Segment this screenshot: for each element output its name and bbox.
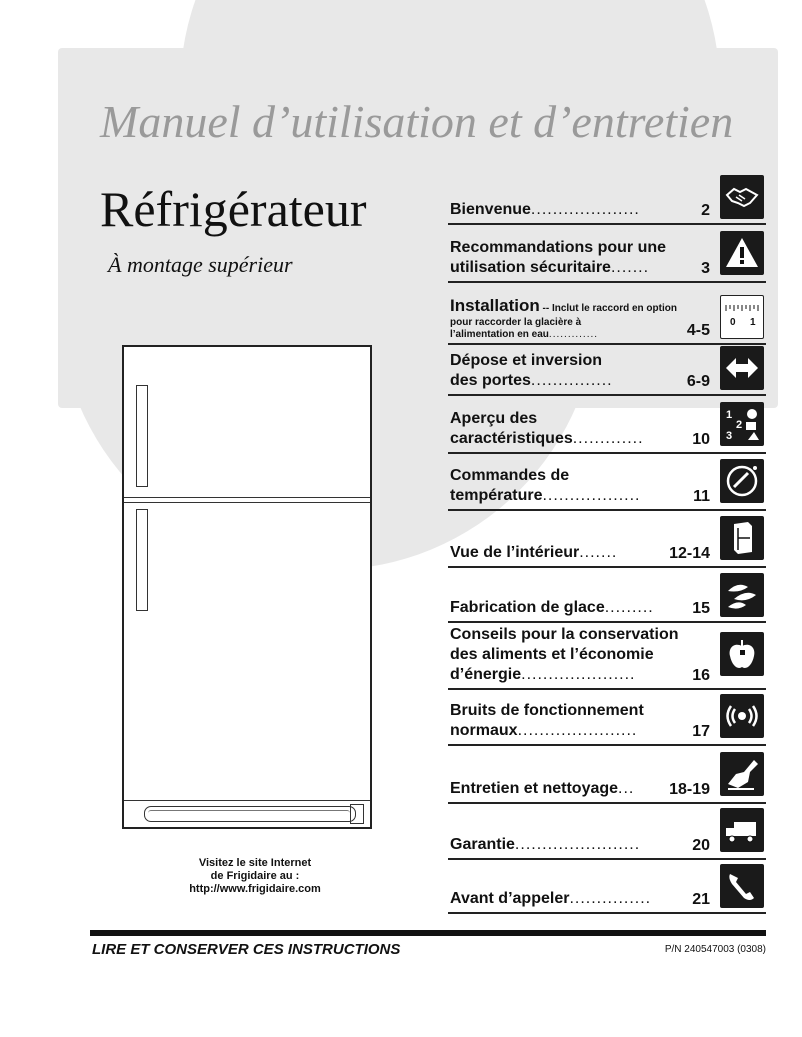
toc-page: 15 bbox=[692, 600, 710, 617]
toc-item-securite[interactable] bbox=[448, 231, 766, 283]
website-line2: de Frigidaire au : bbox=[210, 870, 300, 882]
toc-label: Conseils pour la conservation des aliments et l’économie d’énergie..................... bbox=[450, 626, 679, 683]
toc-item-bruits[interactable] bbox=[448, 694, 766, 746]
freezer-handle bbox=[136, 385, 148, 487]
toc-page: 17 bbox=[692, 723, 710, 740]
toc-label: Commandes de température.................. bbox=[450, 467, 641, 504]
toc-item-installation[interactable] bbox=[448, 289, 766, 345]
toc-item-caracteristiques[interactable] bbox=[448, 402, 766, 454]
toc-item-bienvenue[interactable] bbox=[448, 175, 766, 225]
ruler-icon bbox=[720, 295, 764, 339]
toc-item-appeler[interactable] bbox=[448, 864, 766, 914]
toc-page: 4-5 bbox=[686, 322, 710, 339]
toc-page: 3 bbox=[701, 260, 710, 277]
toc-label: Installation -- Inclut le raccord en option pour raccorder la glacière à l’alimentation en eau............. bbox=[450, 296, 677, 340]
toc-item-conservation[interactable] bbox=[448, 626, 766, 690]
product-title: Réfrigérateur bbox=[100, 181, 367, 237]
fridge-handle bbox=[136, 509, 148, 611]
grille-inner bbox=[148, 810, 350, 817]
toc-label: Garantie....................... bbox=[450, 836, 641, 853]
svg-text:0: 0 bbox=[730, 317, 736, 328]
footer-rule bbox=[90, 930, 766, 936]
toc-page: 18-19 bbox=[669, 781, 710, 798]
product-subtitle: À montage supérieur bbox=[108, 252, 293, 277]
toc-item-garantie[interactable] bbox=[448, 808, 766, 860]
handshake-icon bbox=[720, 175, 764, 219]
toc-item-entretien[interactable] bbox=[448, 752, 766, 804]
ice-icon bbox=[720, 573, 764, 617]
cleaning-hand-icon bbox=[720, 752, 764, 796]
numbered-steps-icon bbox=[720, 402, 764, 446]
toc-label: Recommandations pour une utilisation sécuritaire....... bbox=[450, 239, 667, 276]
base-grille bbox=[124, 800, 370, 827]
toc-page: 20 bbox=[692, 837, 710, 854]
footer-instructions: LIRE ET CONSERVER CES INSTRUCTIONS bbox=[92, 941, 401, 958]
toc-page: 12-14 bbox=[669, 545, 710, 562]
toc-label: Vue de l’intérieur....... bbox=[450, 544, 618, 561]
toc-label: Bruits de fonctionnement normaux...................... bbox=[450, 702, 644, 739]
toc-label: Avant d’appeler............... bbox=[450, 890, 652, 907]
apple-icon bbox=[720, 632, 764, 676]
website-line1: Visitez le site Internet bbox=[198, 857, 312, 869]
toc-page: 21 bbox=[692, 891, 710, 908]
part-number: P/N 240547003 (0308) bbox=[664, 944, 766, 955]
toc-item-portes[interactable] bbox=[448, 346, 766, 396]
toc-item-glace[interactable] bbox=[448, 573, 766, 623]
toc-item-temperature[interactable] bbox=[448, 459, 766, 511]
toc-label: Aperçu des caractéristiques............. bbox=[450, 410, 644, 447]
toc-page: 16 bbox=[692, 667, 710, 684]
svg-text:2: 2 bbox=[736, 419, 743, 431]
fridge-interior-icon bbox=[720, 516, 764, 560]
double-arrow-icon bbox=[720, 346, 764, 390]
manual-title: Manuel d’utilisation et d’entretien bbox=[100, 96, 734, 147]
svg-text:1: 1 bbox=[726, 409, 733, 421]
thermostat-dial-icon bbox=[720, 459, 764, 503]
warning-icon bbox=[720, 231, 764, 275]
svg-text:1: 1 bbox=[750, 317, 756, 328]
website-note bbox=[150, 857, 360, 896]
toc-label: Bienvenue.................... bbox=[450, 201, 640, 218]
toc-page: 10 bbox=[692, 431, 710, 448]
toc-label: Dépose et inversion des portes............... bbox=[450, 352, 613, 389]
truck-icon bbox=[720, 808, 764, 852]
toc-label: Entretien et nettoyage... bbox=[450, 780, 635, 797]
toc-page: 2 bbox=[701, 202, 710, 219]
toc-page: 11 bbox=[693, 488, 710, 505]
sound-waves-icon bbox=[720, 694, 764, 738]
phone-icon bbox=[720, 864, 764, 908]
toc-page: 6-9 bbox=[686, 373, 710, 390]
door-split bbox=[124, 497, 370, 503]
toc-label: Fabrication de glace......... bbox=[450, 599, 654, 616]
website-url[interactable]: http://www.frigidaire.com bbox=[189, 883, 321, 895]
grille-side bbox=[350, 804, 364, 824]
refrigerator-illustration bbox=[122, 345, 372, 829]
svg-text:3: 3 bbox=[726, 430, 733, 442]
toc-item-interieur[interactable] bbox=[448, 516, 766, 568]
